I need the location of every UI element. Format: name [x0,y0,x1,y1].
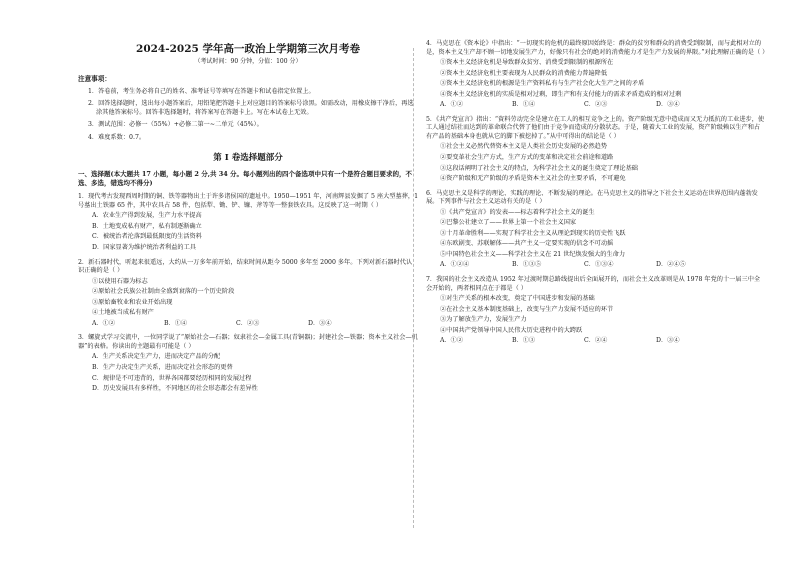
choice-row [426,261,766,270]
choice-item: D．③④ [308,319,332,327]
section-title: 第 I 卷选择题部分 [213,152,283,163]
choice-item: D．②④⑤ [656,261,686,269]
right-question-list [426,40,769,346]
choice-item: B．①④ [164,319,188,327]
choice-item: C．②④ [584,337,608,345]
page-title: 2024-2025 学年高一政治上学期第三次月考卷 [136,43,360,55]
choice-row [78,320,418,329]
answer-option: ③这段话阐明了社会主义的特点，为科学社会主义的诞生奠定了理论基础 [440,164,638,172]
answer-option: ②在社会主义基本制度基础上，改变与生产力发展不适应的环节 [440,305,614,313]
question-stem: 2．新石器时代，听起来很遥远，大约从一万多年前开始，结束时间从距今 5000 多年至 2000 多年。下列对新石器时代认识正确的是（ ） [78,258,413,275]
answer-option: ②资本主义经济危机主要表现为人民群众的消费能力普遍降低 [440,69,608,77]
answer-option: ④土地被当成私有财产 [92,309,154,317]
choice-item: A．①② [440,337,464,345]
answer-option: ④资本主义经济危机的实质是相对过剩，即生产和有支付能力的需求矛盾造成的相对过剩 [440,90,682,98]
note-item: 4．难度系数：0.7。 [88,134,146,142]
answer-option: C．被统治者沦落到最低限度的生活资料 [92,233,202,241]
choice-item: B．①③⑤ [512,261,542,269]
question-stem: 1．现代考古发现西周时期的铜、铁等器物出土于许多诸侯国的遗址中。1950—1951 年，河南辉县发掘了 5 座大型墓葬，1 号墓出土铁器 65 件，其中农具占 58 件，包括犁、锄、铲、镰、斧等等一整套铁农具。这反映了这一时期（ ） [78,193,419,209]
answer-option: ②要变革社会生产方式，生产方式的变革和决定社会前途和道路 [440,154,614,162]
left-column [78,40,418,400]
answer-option: A．生产关系决定生产力，进而决定产品的分配 [92,353,221,361]
choice-row [426,101,766,110]
choice-item: A．①② [440,101,464,109]
answer-option: ④资产阶级和无产阶级的矛盾是资本主义社会的主要矛盾，不可避免 [440,175,626,183]
choice-item: A．①②④ [440,261,470,269]
answer-option: ②巴黎公社建立了——世界上第一个社会主义国家 [440,219,577,227]
answer-option: ①资本主义经济危机是导致群众贫穷、消费受到限制的根源所在 [440,59,614,67]
answer-option: ④中国共产党领导中国人民伟大历史进程中的大跨跃 [440,326,583,334]
answer-option: ①《共产党宣言》的发表——标志着科学社会主义的诞生 [440,208,595,216]
question-block [426,276,766,346]
left-question-list [78,193,418,393]
question-stem: 3．螺旋式学习交流中，一位同学说了“原始社会—石器；奴隶社会—金属工具(青铜器)；封建社会—铁器；资本主义社会—机器”的表格。你读出的主题最有可能是（ ） [78,334,418,350]
answer-option: ②原始社会氏族公社制由全盛到衰落的一个历史阶段 [92,288,235,296]
answer-option: D．历史发展具有多样性，不同地区的社会形态都会有差异性 [92,385,258,393]
question-block [78,334,418,393]
answer-option: C．规律是不可违背的，世界各国都要经历相同的发展过程 [92,374,252,382]
answer-option: ①对生产关系的根本改变，奠定了中国进步和发展的基础 [440,295,595,303]
answer-option: B．土地变成私有财产，私有制逐渐确立 [92,222,202,230]
choice-item: C．②③ [236,319,260,327]
question-stem: 5．《共产党宣言》指出：“資料劳动完全是建立在工人的相互竞争之上的。资产阶级无意中造成而又无力抵抗的工业进步，使工人通过结社而达到的革命联合代替了他们由于竞争而造成的分散状态。于是，随着大工业的发展，资产阶级赖以生产和占有产品的基础本身也就从它的脚下被挖掉了。”从中可得出的结论是（ ） [426,115,765,140]
right-column [426,40,769,352]
choice-item: B．①③ [512,337,536,345]
question-block [426,190,766,270]
question-stem: 6．马克思主义是科学的理论、实践的理论、不断发展的理论。在马克思主义的指导之下社会主义运动在世界范围内蓬勃发展。下列事件与社会主义运动有关的是（ ） [426,189,758,206]
question-block [78,193,418,252]
question-block [426,116,766,184]
question-block [426,40,769,110]
choice-item: D．③④ [656,337,680,345]
note-item: 1．答卷前，考生务必将自己的姓名、准考证号等填写在答题卡和试卷指定位置上。 [88,87,315,95]
answer-option: A．农业生产得到发展，生产力水平提高 [92,212,202,220]
note-item: 2．回答选择题时，选出每小题答案后，用铅笔把答题卡上对应题目的答案标号涂黑。如需改动，用橡皮擦干净后，再选涂其他答案标号。回答非选择题时，将答案写在答题卡上。写在本试卷上无效。 [88,100,414,116]
question-block [78,259,418,329]
answer-option: ③资本主义经济危机的根源是生产资料私有与生产社会化大生产之间的矛盾 [440,80,645,88]
question-stem: 4．马克思在《资本论》中指出：“一切现实的危机的最终原因始终是：群众的贫穷和群众的消费受到限制，而与此相对立的是，资本主义生产却不顾一切地发展生产力，好像只有社会的绝对的消费能力才是生产力发展的界限。”对此理解正确的是（ ） [426,40,769,56]
question-stem: 7．我国的社会主义改造从 1952 年过渡时期总路线提出后全面展开的，而社会主义改革则是从 1978 年党的十一届三中全会开始的，两者相同点在于都是（ ） [426,276,761,292]
column-divider [413,48,414,528]
choice-item: D．③④ [656,101,680,109]
answer-option: ④东欧剧变、苏联解体——共产主义一定要实现的信念不可动摇 [440,240,614,248]
answer-option: ③十月革命胜利——实现了科学社会主义从理论到现实的历史性飞跃 [440,229,626,237]
answer-option: ①以使用石器为标志 [92,277,148,285]
answer-option: ③原始畜牧业和农业开始出现 [92,298,173,306]
answer-option: B．生产力决定生产关系，进而决定社会形态的更替 [92,363,233,371]
exam-info: （考试时间：90 分钟，分值：100 分） [194,58,302,66]
answer-option: D．国家显著为维护统治者利益的工具 [92,243,196,251]
notes-heading: 注意事项： [78,74,111,83]
choice-item: B．①④ [512,101,536,109]
notes-list [78,88,418,143]
section-instruction: 一、选择题(本大题共 17 小题，每小题 2 分,共 34 分。每小题列出的四个备选项中只有一个是符合题目要求的，不选、多选，错选均不得分) [78,170,413,188]
answer-option: ③为了解放生产力，发展生产力 [440,316,527,324]
answer-option: ①社会主义必然代替资本主义是人类社会历史发展的必然趋势 [440,143,608,151]
choice-item: C．②③ [584,101,608,109]
note-item: 3．测试范围：必修一（55%）+必修二第一~二单元（45%）。 [88,121,263,129]
choice-item: A．①② [92,319,116,327]
choice-row [426,337,766,346]
choice-item: C．①③④ [584,261,614,269]
answer-option: ⑤中国特色社会主义——科学社会主义在 21 世纪焕发强大的生命力 [440,250,626,258]
